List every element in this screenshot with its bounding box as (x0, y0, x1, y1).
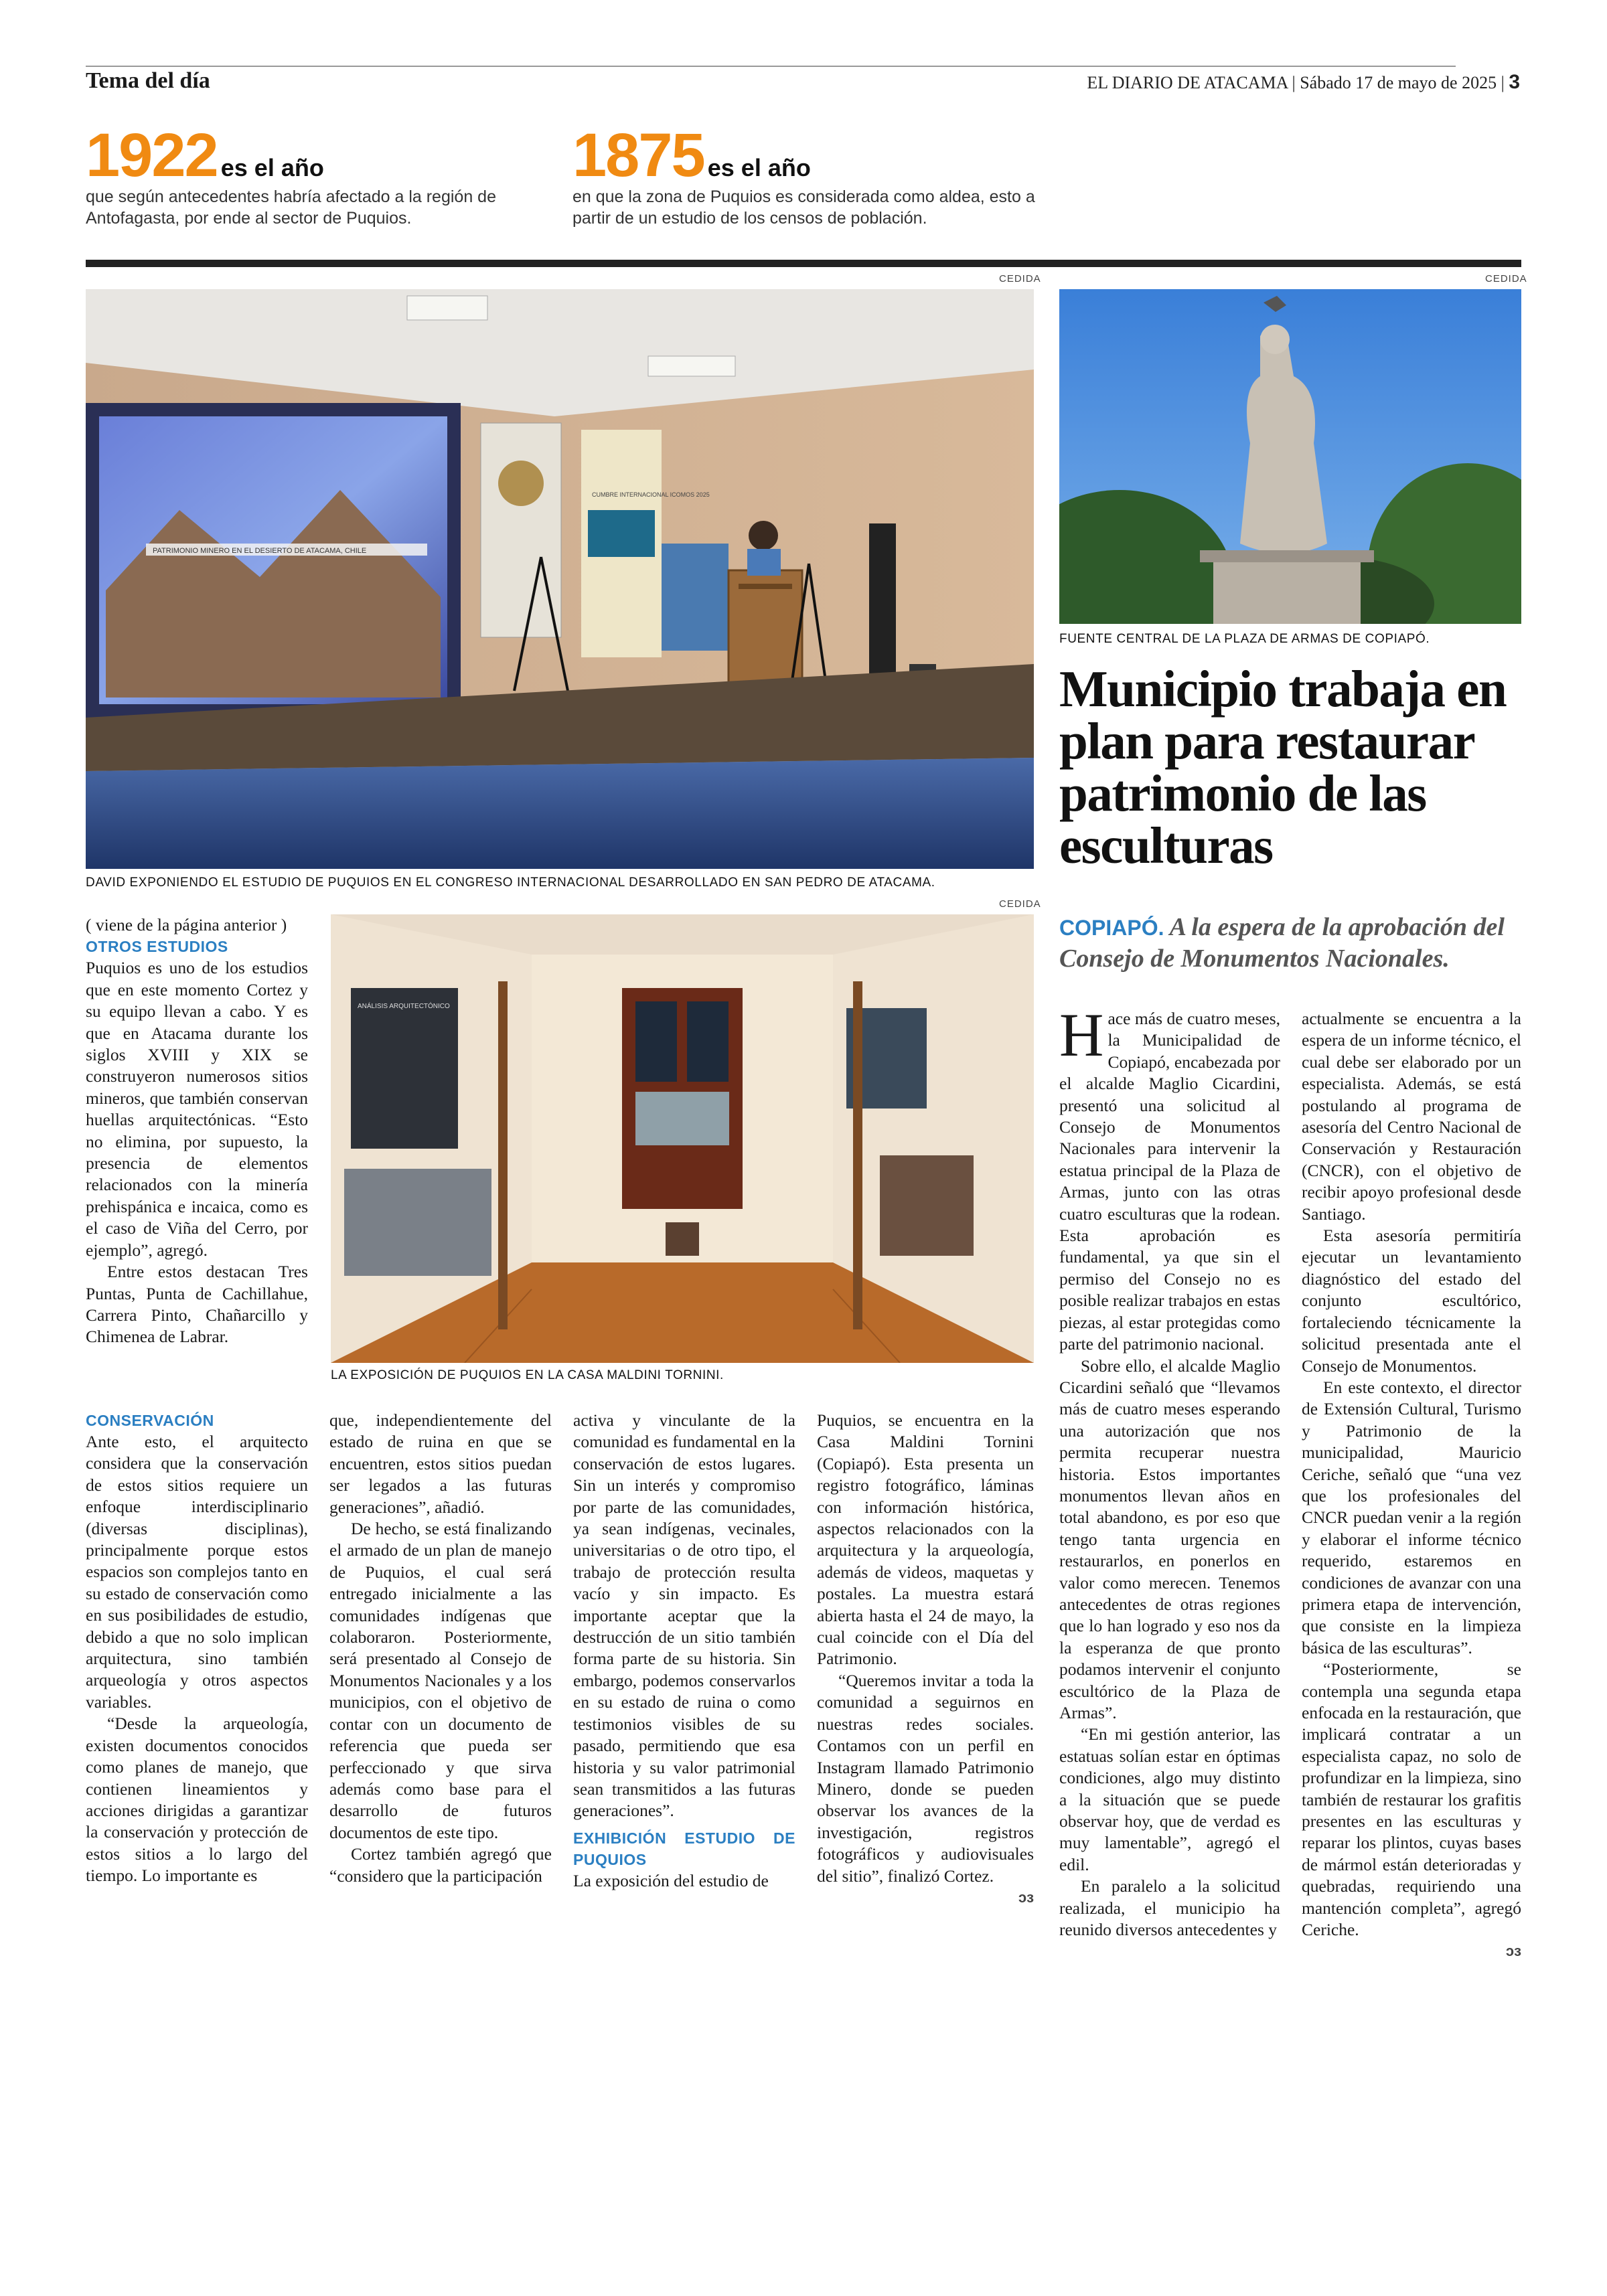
header-rule (86, 66, 1456, 67)
page-number: 3 (1509, 71, 1520, 93)
drop-cap: H (1059, 1001, 1104, 1069)
fact-label: es el año (707, 154, 811, 181)
article-paragraph: Entre estos destacan Tres Puntas, Punta de Cachillahue, Carrera Pinto, Chañarcillo y Chimenea de Labrar. (86, 1262, 308, 1347)
right-article-col-2 (1302, 1008, 1521, 1963)
article-paragraph-lead (1059, 1001, 1280, 1356)
exhibition-illustration (331, 914, 1034, 1363)
left-article-col-2 (86, 1410, 308, 1887)
dateline: COPIAPÓ. (1059, 916, 1164, 940)
article-paragraph: Sobre ello, el alcalde Maglio Cicardini señaló que “llevamos más de cuatro meses esperando una autorización que nos permita recuperar nuestra historia. Estos importantes monumentos llevan años en total abandono, es por eso que tengo tanta urgencia en restaurarlos, en ponerlos en valor como merecen. Tenemos antecedentes de otras regiones que lo han logrado y eso nos da la esperanza de que pronto podamos intervenir el conjunto escultórico de la Plaza de Armas”. (1059, 1356, 1280, 1722)
subhead-exhibicion: EXHIBICIÓN ESTUDIO DE PUQUIOS (573, 1829, 795, 1868)
photo-credit: CEDIDA (999, 898, 1041, 910)
article-paragraph: “En mi gestión anterior, las estatuas solían estar en óptimas condiciones, algo muy distinto a la situación que se puede observar hoy, que de verdad es muy lamentable”, agregó el edil. (1059, 1724, 1280, 1874)
section-title: Tema del día (86, 68, 210, 93)
article-paragraph: “Desde la arqueología, existen documentos conocidos como planes de manejo, que contienen lineamientos y acciones dirigidas a garantizar la conservación y protección de estos sitios a lo largo del tiempo. Lo importante es (86, 1714, 308, 1886)
subhead-otros-estudios: OTROS ESTUDIOS (86, 938, 228, 956)
subhead-conservacion: CONSERVACIÓN (86, 1412, 214, 1429)
article-paragraph: activa y vinculante de la comunidad es fundamental en la conservación de estos lugares. Sin un interés y compromiso por parte de las comunidades, ya sean indígenas, vecinales, universitarias o de otro tipo, el trabajo de protección resulta vacío y sin impacto. Es importante aceptar que la destrucción de un sitio también forma parte de su historia. Sin embargo, podemos conservarlos en su estado de ruina o como testimonios visibles de su pasado, permitiendo que esa historia y su valor patrimonial sean transmitidos a las futuras generaciones”. (573, 1410, 795, 1821)
exhibit-panel-text: ANÁLISIS ARQUITECTÓNICO (358, 1003, 450, 1010)
screen-title: PATRIMONIO MINERO EN EL DESIERTO DE ATACAMA, CHILE (153, 547, 367, 555)
article-paragraph: En paralelo a la solicitud realizada, el municipio ha reunido diversos antecedentes y (1059, 1876, 1280, 1940)
article-paragraph: Puquios es uno de los estudios que en este momento Cortez y su equipo llevan a cabo. Y es que en Atacama durante los siglos XVIII y XIX se construyeron numerosos sitios mineros, que también conservan huellas arquitectónicas. “Esto no elimina, por supuesto, la presencia de elementos relacionados con la minería prehispánica e incaica, como es el caso de Viña del Cerro, por ejemplo”, agregó. (86, 958, 308, 1260)
article-paragraph: Ante esto, el arquitecto considera que la conservación de estos sitios requiere un enfoque interdisciplinario (diversas disciplinas), principalmente porque estos espacios son complejos tanto en su estado de conservación como en sus posibilidades de estudio, debido a que no solo implican arquitectura, sino también arqueología y otros aspectos variables. (86, 1432, 308, 1712)
fact-1 (86, 121, 554, 229)
paper-name: EL DIARIO DE ATACAMA (1087, 73, 1288, 92)
article-paragraph: Esta asesoría permitiría ejecutar un levantamiento diagnóstico del estado del conjunto escultórico, fortaleciendo técnicamente la solicitud presentada ante el Consejo de Monumentos. (1302, 1226, 1521, 1376)
fact-year: 1875 (572, 121, 704, 189)
fact-label: es el año (220, 154, 324, 181)
statue-photo (1059, 289, 1521, 624)
statue-caption: FUENTE CENTRAL DE LA PLAZA DE ARMAS DE COPIAPÓ. (1059, 632, 1430, 646)
section-rule (86, 260, 1521, 267)
fact-2 (572, 121, 1041, 229)
article-paragraph: En este contexto, el director de Extensión Cultural, Turismo y Patrimonio de la municipalidad, Mauricio Ceriche, señaló que “una vez que los profesionales del CNCR puedan venir a la región y elaborar el informe técnico requerido, estaremos en condiciones de avanzar con una primera etapa de intervención, que consiste en la limpieza básica de las esculturas”. (1302, 1377, 1521, 1657)
left-article-col-3 (329, 1410, 552, 1887)
statue-illustration (1059, 289, 1521, 624)
left-article-col-4 (573, 1410, 795, 1892)
folio: EL DIARIO DE ATACAMA | Sábado 17 de mayo de 2025 | 3 (1087, 71, 1520, 93)
article-paragraph: actualmente se encuentra a la espera de un informe técnico, el cual debe ser elaborado por un especialista. Además, se está postulando al programa de asesoría del Centro Nacional de Conservación y Restauración (CNCR), con el objetivo de recibir apoyo profesional desde Santiago. (1302, 1009, 1521, 1224)
article-paragraph: “Posteriormente, se contempla una segunda etapa enfocada en la restauración, que implicará contratar a un especialista capaz, no solo de profundizar en la limpieza, sino también de restaurar los grafitis presentes en las esculturas y reparar los plintos, cuyas bases de mármol están deterioradas y quebradas, requiriendo una mantención completa”, agregó Ceriche. (1302, 1659, 1521, 1940)
article-paragraph: que, independientemente del estado de ruina en que se encuentren, estos sitios puedan ser legados a las futuras generaciones”, añadió. (329, 1410, 552, 1517)
article-paragraph: Puquios, se encuentra en la Casa Maldini Tornini (Copiapó). Esta presenta un registro fotográfico, láminas con información histórica, aspectos relacionados con la arquitectura y la arqueología, además de videos, maquetas y postales. La muestra estará abierta hasta el 24 de mayo, la cual coincide con el Día del Patrimonio. (817, 1410, 1034, 1669)
article-paragraph: “Queremos invitar a toda la comunidad a seguirnos en nuestras redes sociales. Contamos con un perfil en Instagram llamado Patrimonio Minero, donde se pueden observar los avances de la investigación, registros fotográficos y audiovisuales del sitio”, finalizó Cortez. (817, 1670, 1034, 1886)
left-article-col-5 (817, 1410, 1034, 1908)
congress-photo (86, 289, 1034, 869)
congress-caption: DAVID EXPONIENDO EL ESTUDIO DE PUQUIOS EN EL CONGRESO INTERNACIONAL DESARROLLADO EN SAN PEDRO DE ATACAMA. (86, 876, 935, 890)
fact-text: en que la zona de Puquios es considerada como aldea, esto a partir de un estudio de los censos de población. (572, 187, 1035, 228)
exhibition-caption: LA EXPOSICIÓN DE PUQUIOS EN LA CASA MALDINI TORNINI. (331, 1368, 724, 1382)
fact-text: que según antecedentes habría afectado a la región de Antofagasta, por ende al sector de Puquios. (86, 187, 496, 228)
congress-illustration (86, 289, 1034, 869)
end-mark: ↄɜ (1018, 1888, 1034, 1906)
end-mark: ↄɜ (1505, 1943, 1521, 1960)
photo-credit: CEDIDA (1485, 273, 1527, 284)
deck (1059, 912, 1521, 974)
continued-note: ( viene de la página anterior ) (86, 915, 287, 934)
deck-text: A la espera de la aprobación del Consejo de Monumentos Nacionales. (1059, 913, 1505, 973)
fact-year: 1922 (86, 121, 218, 189)
photo-credit: CEDIDA (999, 273, 1041, 284)
left-article-col-1 (86, 914, 308, 1348)
article-paragraph: De hecho, se está finalizando el armado de un plan de manejo de Puquios, el cual será entregado inicialmente a las comunidades indígenas que colaboraron. Posteriormente, será presentado al Consejo de Monumentos Nacionales y a los municipios, con el objetivo de contar con un documento de referencia que pueda ser perfeccionado y que sirva además como base para el desarrollo de futuros documentos de este tipo. (329, 1519, 552, 1842)
article-paragraph: La exposición del estudio de (573, 1870, 769, 1890)
issue-date: Sábado 17 de mayo de 2025 (1300, 73, 1497, 92)
lead-text: ace más de cuatro meses, la Municipalidad de Copiapó, encabezada por el alcalde Maglio Cicardini, presentó una solicitud al Consejo de Monumentos Nacionales para intervenir la estatua principal de la Plaza de Armas, junto con las otras cuatro esculturas que la rodean. Esta aprobación es fundamental, ya que sin el permiso del Consejo no es posible realizar trabajos en estas piezas, al estar protegidas como parte del patrimonio nacional. (1059, 1009, 1280, 1354)
article-paragraph: Cortez también agregó que “considero que la participación (329, 1844, 552, 1886)
right-article-col-1 (1059, 1001, 1280, 1941)
headline: Municipio trabaja en plan para restaurar patrimonio de las esculturas (1059, 660, 1507, 874)
banner-text: CUMBRE INTERNACIONAL ICOMOS 2025 (592, 491, 710, 498)
exhibition-photo (331, 914, 1034, 1363)
